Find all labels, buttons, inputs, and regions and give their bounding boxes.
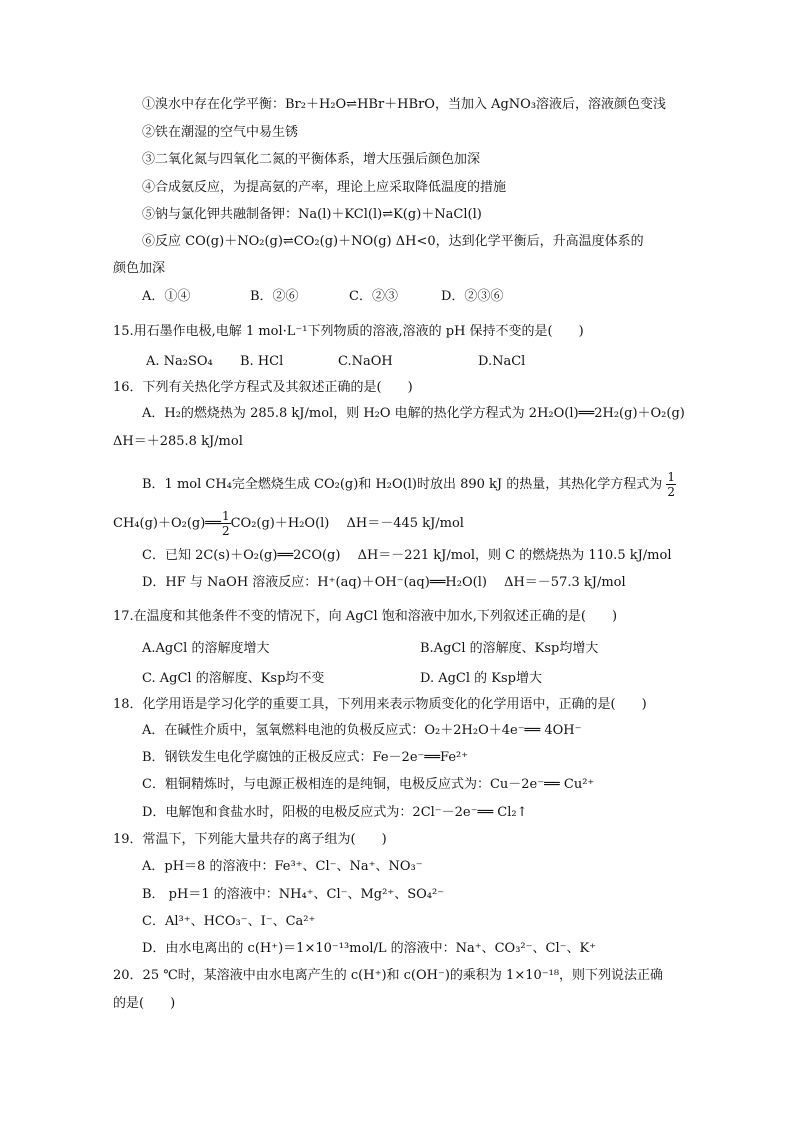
q18-option-b: B．钢铁发生电化学腐蚀的正极反应式：Fe－2e⁻══Fe²⁺ — [142, 750, 469, 765]
q15-option-c: C.NaOH — [338, 354, 393, 369]
q19-option-b: B． pH＝1 的溶液中：NH₄⁺、Cl⁻、Mg²⁺、SO₄²⁻ — [142, 887, 445, 902]
q17-option-a: A.AgCl 的溶解度增大 — [142, 641, 270, 656]
q20-stem-line2: 的是( ) — [113, 996, 176, 1011]
q16-option-b-text: B．1 mol CH₄完全燃烧生成 CO₂(g)和 H₂O(l)时放出 890 kJ 的热量，其热化学方程式为 — [142, 477, 663, 492]
q14-option-d: D．②③⑥ — [441, 289, 504, 304]
q17-stem: 17.在温度和其他条件不变的情况下，向 AgCl 饱和溶液中加水,下列叙述正确的是( ) — [113, 609, 618, 624]
q16-option-a-line2: ΔH＝＋285.8 kJ/mol — [113, 434, 243, 449]
q17-option-b: B.AgCl 的溶解度、Ksp均增大 — [420, 641, 599, 656]
q16-option-c: C．已知 2C(s)＋O₂(g)══2CO(g) ΔH＝－221 kJ/mol，则 C 的燃烧热为 110.5 kJ/mol — [142, 548, 672, 563]
q19-stem: 19．常温下，下列能大量共存的离子组为( ) — [113, 832, 387, 847]
q14-item-6: ⑥反应 CO(g)＋NO₂(g)⇌CO₂(g)＋NO(g) ΔH<0，达到化学平衡后，升高温度体系的 — [142, 234, 644, 249]
q15-option-a: A. Na₂SO₄ — [146, 354, 213, 369]
q14-item-5: ⑤钠与氯化钾共融制备钾：Na(l)＋KCl(l)⇌K(g)＋NaCl(l) — [142, 207, 482, 222]
q16-option-b-line2: CH₄(g)＋O₂(g)══ $\frac{1}{2}$ CO₂(g)＋H₂O(l) ΔH＝－445 kJ/mol — [113, 509, 464, 538]
q14-option-a: A．①④ — [142, 289, 191, 304]
q16-option-a-line1: A．H₂的燃烧热为 285.8 kJ/mol，则 H₂O 电解的热化学方程式为 2H₂O(l)══2H₂(g)＋O₂(g) — [142, 406, 685, 421]
q18-stem: 18．化学用语是学习化学的重要工具，下列用来表示物质变化的化学用语中，正确的是( ) — [113, 697, 647, 712]
q15-option-b: B. HCl — [240, 354, 284, 369]
q17-option-c: C. AgCl 的溶解度、Ksp均不变 — [142, 671, 325, 686]
q16-option-d: D．HF 与 NaOH 溶液反应：H⁺(aq)＋OH⁻(aq)══H₂O(l) ΔH＝－57.3 kJ/mol — [142, 575, 626, 590]
q14-item-3: ③二氧化氮与四氧化二氮的平衡体系，增大压强后颜色加深 — [142, 152, 481, 167]
fraction: $\frac{1}{2}$ — [667, 470, 676, 499]
q18-option-a: A．在碱性介质中，氢氧燃料电池的负极反应式：O₂＋2H₂O＋4e⁻══ 4OH⁻ — [142, 723, 582, 738]
q20-stem-line1: 20．25 ℃时，某溶液中由水电离产生的 c(H⁺)和 c(OH⁻)的乘积为 1×10⁻¹⁸，则下列说法正确 — [113, 968, 664, 983]
q14-item-4: ④合成氨反应，为提高氨的产率，理论上应采取降低温度的措施 — [142, 180, 507, 195]
q14-item-2: ②铁在潮湿的空气中易生锈 — [142, 125, 299, 140]
q19-option-d: D．由水电离出的 c(H⁺)＝1×10⁻¹³mol/L 的溶液中：Na⁺、CO₃²⁻、Cl⁻、K⁺ — [142, 941, 597, 956]
q14-option-c: C．②③ — [349, 289, 398, 304]
fraction: $\frac{1}{2}$ — [221, 509, 230, 538]
q15-option-d: D.NaCl — [478, 354, 526, 369]
q16-option-b-line1 — [142, 470, 676, 499]
q18-option-c: C．粗铜精炼时，与电源正极相连的是纯铜，电极反应式为：Cu－2e⁻══ Cu²⁺ — [142, 777, 595, 792]
q18-option-d: D．电解饱和食盐水时，阳极的电极反应式为：2Cl⁻－2e⁻══ Cl₂↑ — [142, 805, 528, 820]
q17-option-d: D. AgCl 的 Ksp增大 — [420, 671, 543, 686]
q19-option-a: A．pH＝8 的溶液中：Fe³⁺、Cl⁻、Na⁺、NO₃⁻ — [142, 859, 423, 874]
q19-option-c: C．Al³⁺、HCO₃⁻、I⁻、Ca²⁺ — [142, 914, 316, 929]
q15-stem: 15.用石墨作电极,电解 1 mol·L⁻¹下列物质的溶液,溶液的 pH 保持不变的是( ) — [113, 324, 584, 339]
q14-option-b: B．②⑥ — [250, 289, 299, 304]
q16-stem: 16．下列有关热化学方程式及其叙述正确的是( ) — [113, 380, 413, 395]
q14-item-6-cont: 颜色加深 — [113, 261, 166, 276]
q14-item-1: ①溴水中存在化学平衡：Br₂＋H₂O⇌HBr＋HBrO，当加入 AgNO₃溶液后，溶液颜色变浅 — [142, 97, 667, 112]
